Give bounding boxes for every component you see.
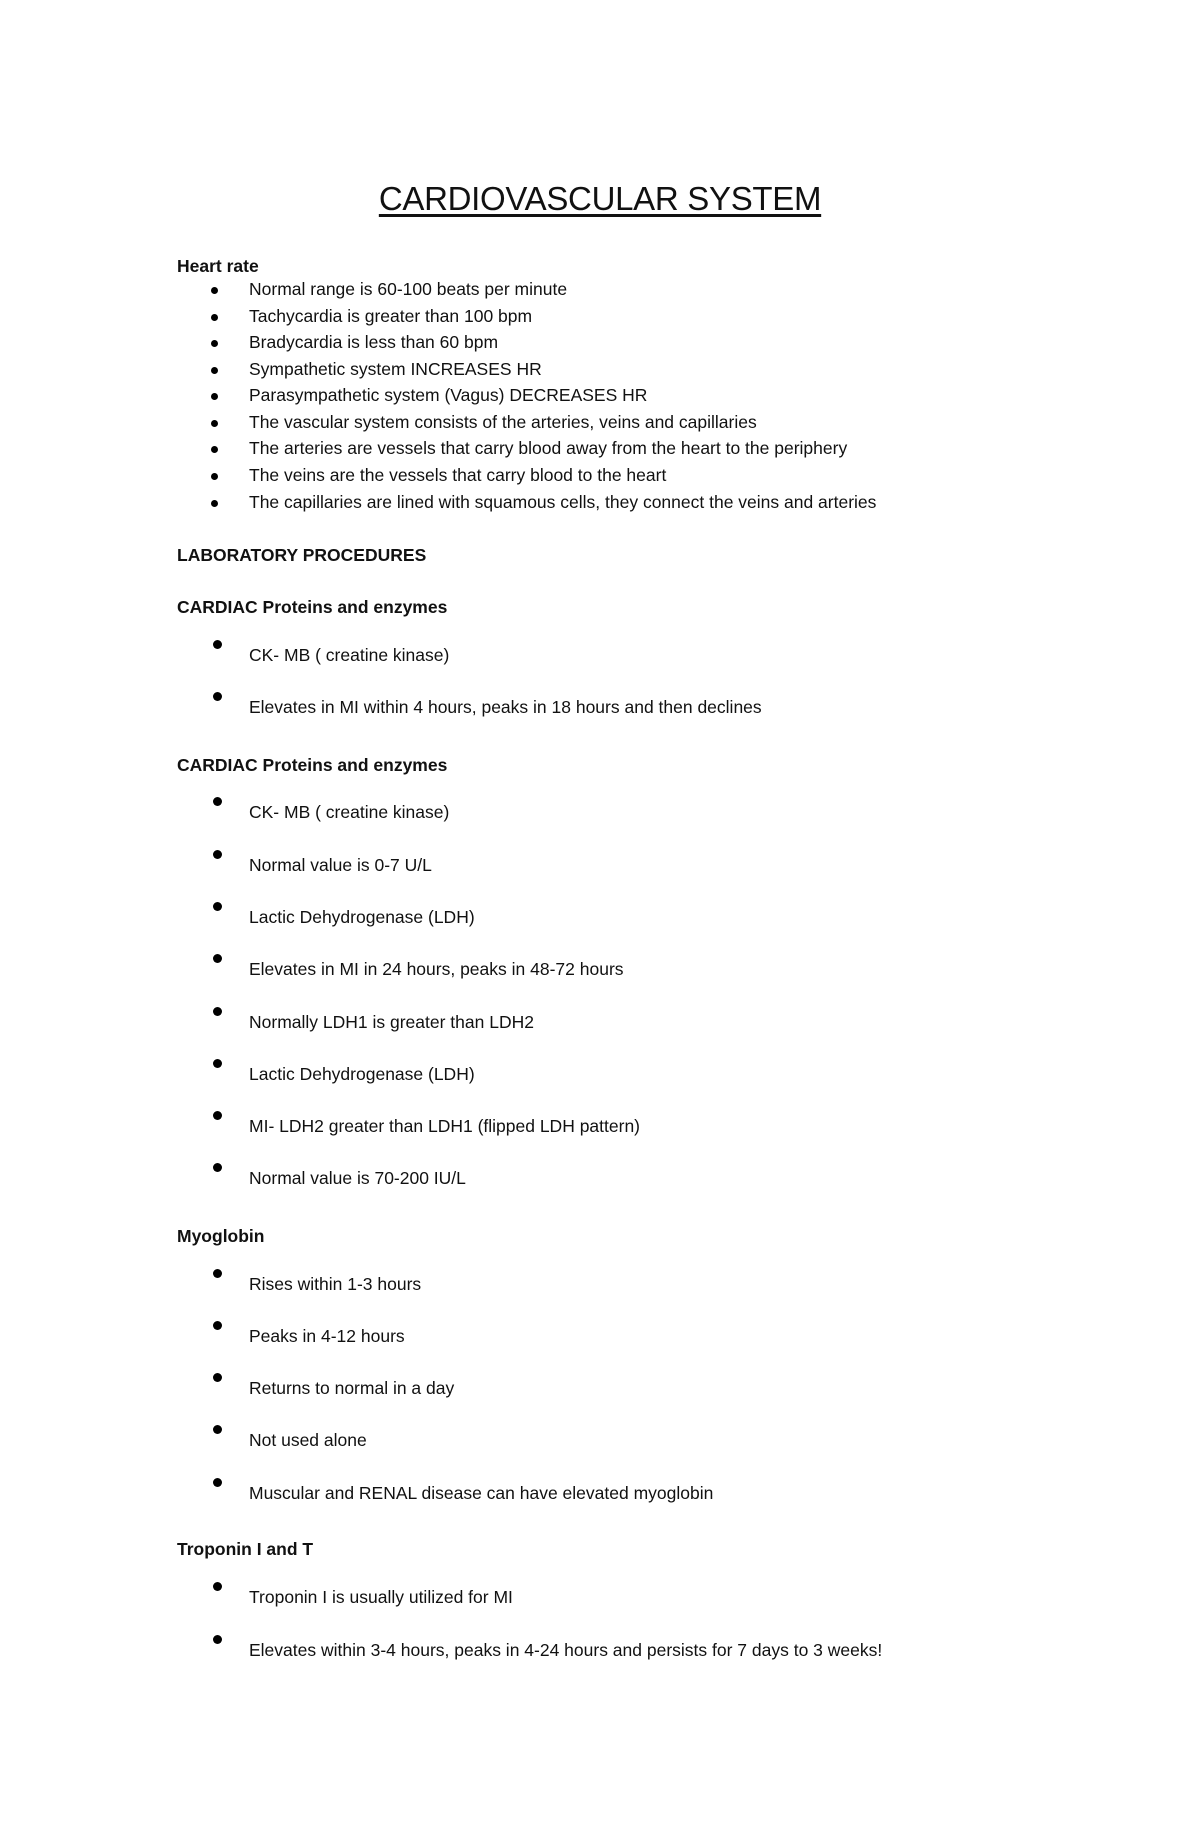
- section-heading-cardiac-proteins: CARDIAC Proteins and enzymes: [177, 597, 448, 617]
- bullet-icon: [213, 1635, 222, 1644]
- section-heading-heart-rate: Heart rate: [177, 256, 259, 276]
- list-item: CK- MB ( creatine kinase): [249, 802, 450, 822]
- bullet-icon: [211, 473, 218, 480]
- list-item: Normal value is 0-7 U/L: [249, 855, 432, 875]
- list-item: Parasympathetic system (Vagus) DECREASES HR: [249, 385, 648, 405]
- list-item: CK- MB ( creatine kinase): [249, 645, 450, 665]
- list-item: Tachycardia is greater than 100 bpm: [249, 306, 533, 326]
- section-heading-cardiac-proteins: CARDIAC Proteins and enzymes: [177, 755, 448, 775]
- bullet-icon: [213, 1582, 222, 1591]
- bullet-icon: [211, 420, 218, 427]
- list-item: Lactic Dehydrogenase (LDH): [249, 1064, 475, 1084]
- list-item: Rises within 1-3 hours: [249, 1274, 422, 1294]
- bullet-icon: [213, 954, 222, 963]
- list-item: The arteries are vessels that carry blood away from the heart to the periphery: [249, 438, 848, 458]
- bullet-icon: [213, 1425, 222, 1434]
- bullet-icon: [213, 1373, 222, 1382]
- list-item: The capillaries are lined with squamous cells, they connect the veins and arteries: [249, 492, 877, 512]
- list-item: Returns to normal in a day: [249, 1378, 455, 1398]
- bullet-icon: [213, 640, 222, 649]
- list-item: Normal range is 60-100 beats per minute: [249, 279, 568, 299]
- list-item: Sympathetic system INCREASES HR: [249, 359, 542, 379]
- bullet-icon: [213, 1007, 222, 1016]
- list-item: Muscular and RENAL disease can have elevated myoglobin: [249, 1483, 714, 1503]
- bullet-icon: [213, 902, 222, 911]
- list-item: Troponin I is usually utilized for MI: [249, 1587, 513, 1607]
- bullet-icon: [211, 314, 218, 321]
- bullet-icon: [213, 850, 222, 859]
- list-item: Elevates in MI within 4 hours, peaks in 18 hours and then declines: [249, 697, 762, 717]
- bullet-icon: [213, 1111, 222, 1120]
- list-item: Elevates in MI in 24 hours, peaks in 48-72 hours: [249, 959, 624, 979]
- bullet-icon: [211, 446, 218, 453]
- bullet-icon: [211, 393, 218, 400]
- page-title: CARDIOVASCULAR SYSTEM: [378, 180, 822, 217]
- list-item: The veins are the vessels that carry blood to the heart: [249, 465, 667, 485]
- bullet-icon: [213, 1321, 222, 1330]
- bullet-icon: [211, 340, 218, 347]
- list-item: Elevates within 3-4 hours, peaks in 4-24 hours and persists for 7 days to 3 weeks!: [249, 1640, 883, 1660]
- section-heading-myoglobin: Myoglobin: [177, 1226, 265, 1246]
- bullet-icon: [213, 1269, 222, 1278]
- list-item: Lactic Dehydrogenase (LDH): [249, 907, 475, 927]
- list-item: MI- LDH2 greater than LDH1 (flipped LDH pattern): [249, 1116, 641, 1136]
- bullet-icon: [211, 367, 218, 374]
- list-item: Normal value is 70-200 IU/L: [249, 1168, 466, 1188]
- bullet-icon: [211, 287, 218, 294]
- bullet-icon: [213, 1059, 222, 1068]
- bullet-icon: [213, 1478, 222, 1487]
- list-item: Peaks in 4-12 hours: [249, 1326, 405, 1346]
- bullet-icon: [213, 1163, 222, 1172]
- section-heading-troponin: Troponin I and T: [177, 1539, 314, 1559]
- bullet-icon: [211, 500, 218, 507]
- section-heading-laboratory: LABORATORY PROCEDURES: [177, 545, 427, 565]
- list-item: The vascular system consists of the arteries, veins and capillaries: [249, 412, 757, 432]
- list-item: Normally LDH1 is greater than LDH2: [249, 1012, 534, 1032]
- list-item: Bradycardia is less than 60 bpm: [249, 332, 499, 352]
- bullet-icon: [213, 797, 222, 806]
- list-item: Not used alone: [249, 1430, 367, 1450]
- bullet-icon: [213, 692, 222, 701]
